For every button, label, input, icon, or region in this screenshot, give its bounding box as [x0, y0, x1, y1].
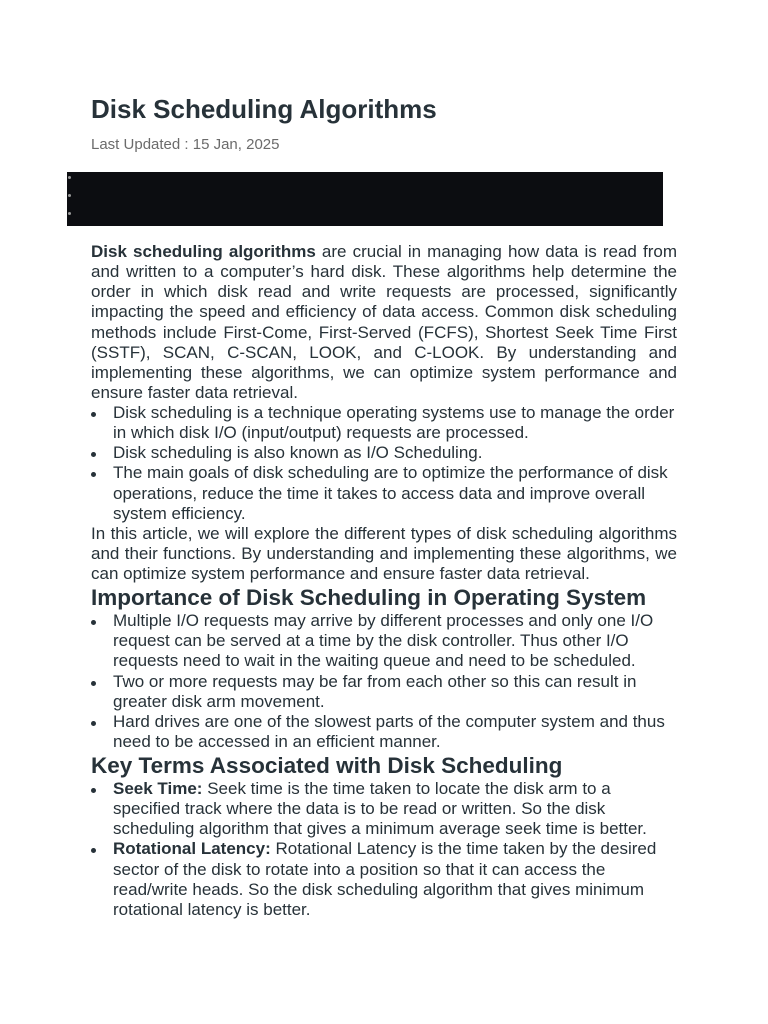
- list-item: Hard drives are one of the slowest parts of the computer system and thus need to be accessed in an efficient manner.: [113, 712, 677, 752]
- list-item: The main goals of disk scheduling are to optimize the performance of disk operations, reduce the time it takes to access data and improve overall system efficiency.: [113, 463, 677, 523]
- overview-paragraph: In this article, we will explore the different types of disk scheduling algorithms and their functions. By understanding and implementing these algorithms, we can optimize system performance and ensure faster data retrieval.: [91, 523, 677, 583]
- list-item: Multiple I/O requests may arrive by different processes and only one I/O request can be served at a time by the disk controller. Thus other I/O requests need to wait in the waiting queue and need to be scheduled.: [113, 611, 677, 671]
- section-heading: Key Terms Associated with Disk Scheduling: [91, 753, 563, 778]
- intro-list: [91, 403, 677, 524]
- intro-paragraph: [91, 242, 677, 403]
- list-item: Disk scheduling is a technique operating systems use to manage the order in which disk I/O (input/output) requests are processed.: [113, 403, 677, 443]
- section-heading: Importance of Disk Scheduling in Operating System: [91, 585, 647, 611]
- term-definition: Seek time is the time taken to locate the disk arm to a specified track where the data is to be read or written. So the disk scheduling algorithm that gives a minimum average seek time is better.: [113, 779, 647, 839]
- banner-list-bullet: [68, 212, 71, 215]
- term-item: [113, 779, 677, 839]
- article-body: [91, 242, 677, 920]
- intro-bold-term: Disk scheduling algorithms: [91, 242, 316, 261]
- media-banner: [67, 172, 663, 226]
- key-terms-list: [91, 779, 677, 920]
- last-updated: Last Updated : 15 Jan, 2025: [91, 136, 280, 153]
- banner-list-bullet: [68, 176, 71, 179]
- banner-list-bullet: [68, 194, 71, 197]
- list-item: Disk scheduling is also known as I/O Scheduling.: [113, 443, 677, 463]
- term-item: [113, 839, 677, 920]
- page-title: Disk Scheduling Algorithms: [91, 94, 437, 124]
- intro-text: are crucial in managing how data is read from and written to a computer’s hard disk. These algorithms help determine the order in which disk read and write requests are processed, significantly impacting the speed and efficiency of data access. Common disk scheduling methods include First-Come, First-Served (FCFS), Shortest Seek Time First (SSTF), SCAN, C-SCAN, LOOK, and C-LOOK. By understanding and implementing these algorithms, we can optimize system performance and ensure faster data retrieval.: [91, 242, 677, 402]
- term-definition: Rotational Latency is the time taken by the desired sector of the disk to rotate into a position so that it can access the read/write heads. So the disk scheduling algorithm that gives minimum rotational latency is better.: [113, 839, 657, 919]
- term-label: Seek Time:: [113, 779, 203, 798]
- list-item: Two or more requests may be far from each other so this can result in greater disk arm movement.: [113, 672, 677, 712]
- importance-list: [91, 611, 677, 752]
- term-label: Rotational Latency:: [113, 839, 271, 859]
